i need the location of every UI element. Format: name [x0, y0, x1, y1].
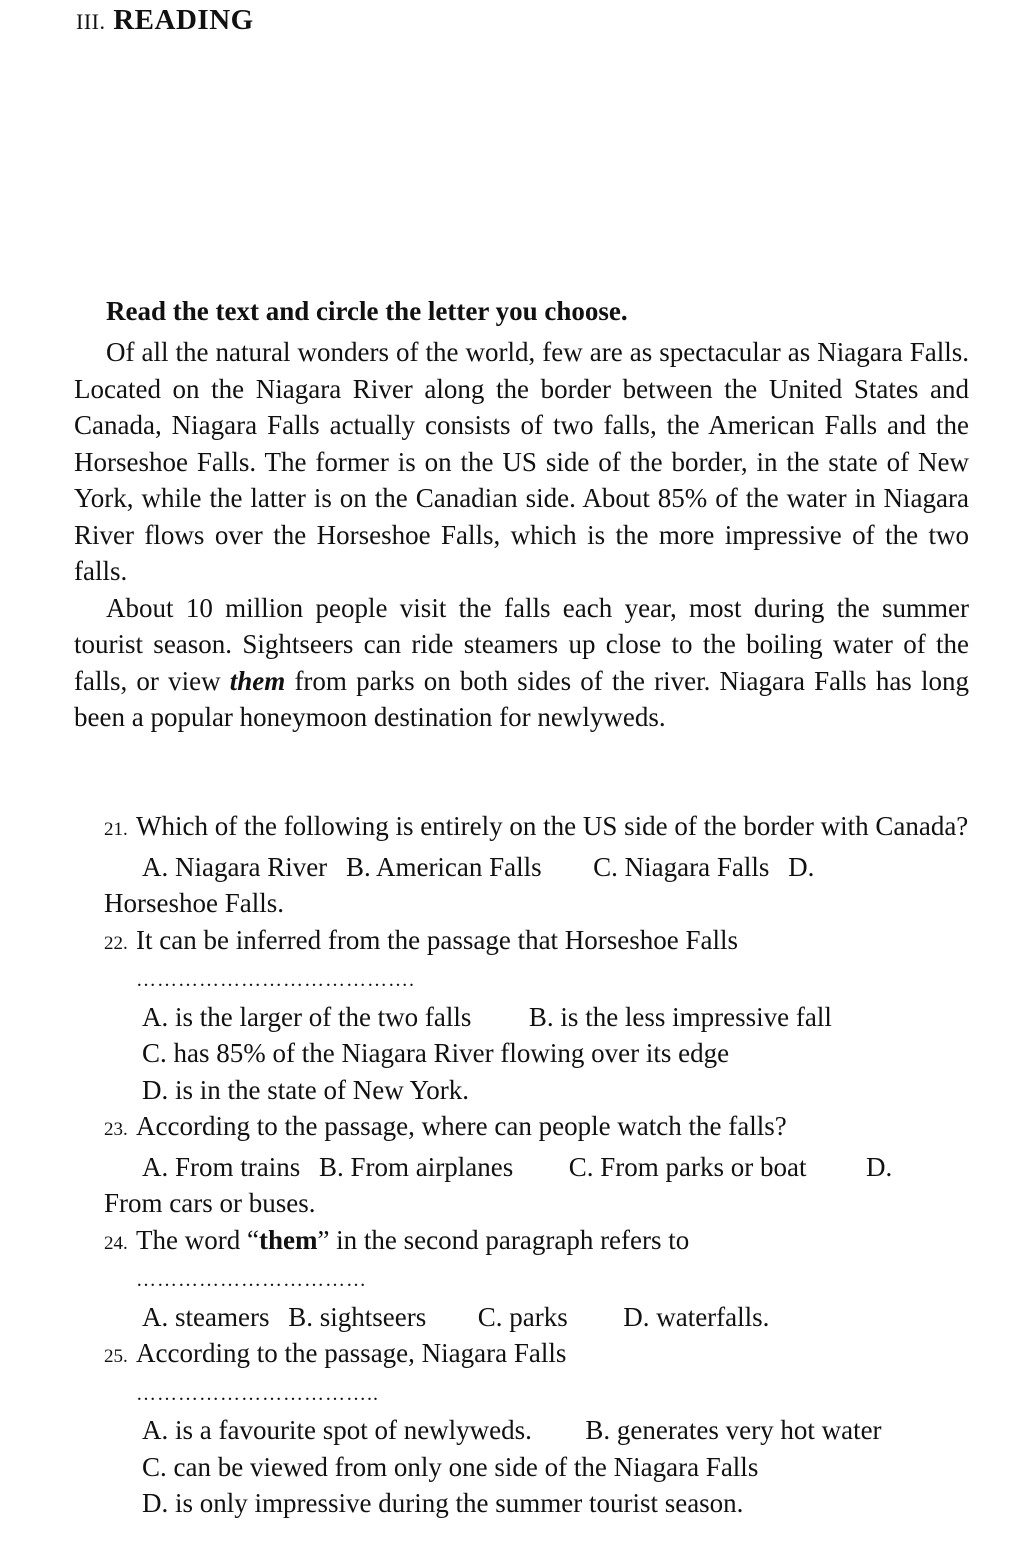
bold-word: them — [258, 1224, 318, 1255]
question-text: It can be inferred from the passage that Horseshoe Falls — [136, 924, 739, 955]
option-b[interactable]: B. is the less impressive fall — [528, 1001, 832, 1032]
questions — [104, 808, 974, 1522]
question-text: Which of the following is entirely on the US side of the border with Canada? — [136, 811, 969, 841]
option-b[interactable]: B. American Falls — [345, 851, 542, 882]
options-row — [104, 1299, 974, 1336]
option-d[interactable]: D. is only impressive during the summer tourist season. — [142, 1488, 744, 1518]
options-row — [104, 1149, 974, 1186]
options-row — [104, 999, 974, 1036]
question-number: 22. — [104, 932, 128, 954]
option-a[interactable]: A. From trains — [142, 1151, 301, 1182]
emphasized-word: them — [229, 665, 286, 696]
answer-blank: …………………………………. — [136, 969, 415, 991]
option-b[interactable]: B. From airplanes — [319, 1151, 514, 1182]
question-21 — [104, 808, 974, 922]
option-d[interactable]: D. waterfalls. — [623, 1301, 770, 1332]
question-23 — [104, 1108, 974, 1222]
instruction: Read the text and circle the letter you choose. — [106, 296, 628, 326]
option-a[interactable]: A. is the larger of the two falls — [142, 1001, 472, 1032]
option-d-text: Horseshoe Falls. — [104, 888, 284, 918]
section-heading: READING — [113, 4, 254, 36]
option-a[interactable]: A. steamers — [142, 1301, 270, 1332]
option-c[interactable]: C. Niagara Falls — [593, 851, 770, 882]
section-number: III. — [76, 9, 106, 34]
question-text: According to the passage, Niagara Falls — [136, 1338, 567, 1368]
option-b[interactable]: B. generates very hot water — [585, 1415, 882, 1445]
option-d[interactable]: D. — [788, 851, 815, 882]
option-a[interactable]: A. is a favourite spot of newlyweds. — [142, 1415, 532, 1445]
paragraph-2 — [74, 590, 969, 736]
question-text-start: The word “ — [136, 1224, 259, 1255]
question-number: 23. — [104, 1119, 128, 1140]
options-row — [104, 849, 974, 886]
question-text: According to the passage, where can people watch the falls? — [136, 1111, 787, 1141]
option-a[interactable]: A. Niagara River — [142, 851, 328, 882]
option-c[interactable]: C. From parks or boat — [568, 1151, 807, 1182]
question-number: 21. — [104, 819, 128, 840]
paragraph-2-start: About 10 million people visit the falls each year, most during the summer tourist season. Sightseers can ride steamers up close to the boiling water of the falls, or view — [74, 592, 969, 696]
option-d[interactable]: D. — [865, 1151, 893, 1182]
option-b[interactable]: B. sightseers — [288, 1301, 427, 1332]
question-22 — [104, 922, 974, 1109]
option-c[interactable]: C. parks — [477, 1301, 568, 1332]
question-number: 24. — [104, 1232, 128, 1254]
option-c[interactable]: C. can be viewed from only one side of the Niagara Falls — [142, 1451, 759, 1482]
question-24 — [104, 1222, 974, 1336]
answer-blank: …………………………….. — [136, 1382, 379, 1405]
paragraph-1: Of all the natural wonders of the world, few are as spectacular as Niagara Falls. Located on the Niagara River along the border between the United States and Canada, Niagara Falls actually consists of two falls, the American Falls and the Horseshoe Falls. The former is on the US side of the border, in the state of New York, while the latter is on the Canadian side. About 85% of the water in Niagara River flows over the Horseshoe Falls, which is the more impressive of the two falls. — [74, 337, 969, 586]
option-c[interactable]: C. has 85% of the Niagara River flowing over its edge — [142, 1038, 730, 1068]
reading-passage — [74, 334, 969, 736]
option-d[interactable]: D. is in the state of New York. — [142, 1074, 469, 1105]
option-d-text: From cars or buses. — [104, 1188, 316, 1218]
question-25 — [104, 1335, 974, 1522]
section-title — [76, 4, 254, 37]
answer-blank: …………………………… — [136, 1269, 367, 1291]
paragraph-2-end: from parks on both sides of the river. Niagara Falls has long been a popular honeymoon destination for newlyweds. — [74, 665, 969, 732]
question-text — [136, 1222, 689, 1263]
options-row — [104, 1412, 974, 1449]
question-text-end: ” in the second paragraph refers to — [317, 1224, 690, 1255]
question-number: 25. — [104, 1346, 128, 1367]
